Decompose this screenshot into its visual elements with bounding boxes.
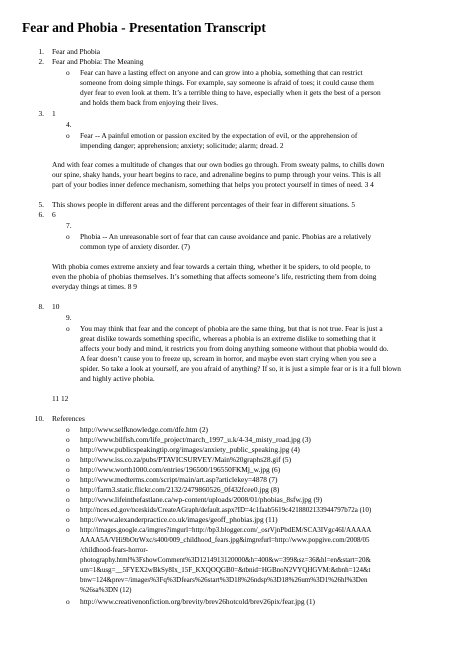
reference-link[interactable]: http://www.lifeinthefastlane.ca/wp-content/uploads/2008/01/phobias_8sfw.jpg (9) xyxy=(80,495,323,504)
bullet-marker: o xyxy=(66,515,70,524)
reference-link[interactable]: http://www.selfknowledge.com/dfe.htm (2) xyxy=(80,425,209,434)
bullet-marker: o xyxy=(66,435,70,444)
paragraph-line: 11 12 xyxy=(52,394,69,403)
reference-link-continued[interactable]: %26sa%3DN (12) xyxy=(80,586,132,594)
list-number: 9. xyxy=(66,313,72,322)
references-heading: References xyxy=(52,414,85,423)
reference-link[interactable]: http://www.bilfish.com/life_project/march_1997_u.k/4-34_misty_road.jpg (3) xyxy=(80,435,311,444)
paragraph-line: our spine, shaky hands, your heart begins to race, and adrenaline begins to pump through your veins. This is all xyxy=(52,170,381,179)
bullet-marker: o xyxy=(66,455,70,464)
paragraph-line: common type of anxiety disorder. (7) xyxy=(80,242,191,251)
bullet-marker: o xyxy=(66,425,70,434)
paragraph-line: impending danger; apprehension; anxiety; solicitude; alarm; dread. 2 xyxy=(80,141,284,150)
paragraph-line: Fear -- A painful emotion or passion excited by the expectation of evil, or the apprehension of xyxy=(80,131,358,140)
reference-link[interactable]: http://www.iss.co.za/pubs/PTAVICSURVEY/Main%20graphs28.gif (5) xyxy=(80,455,292,464)
list-item: 10 xyxy=(52,302,60,311)
reference-link-continued[interactable]: um=1&usg=__5FYEX2wBkSy8Ix_15F_KXQOQGB0=&tbnid=HGBnoN2VYQHGVM:&tbnh=124&t xyxy=(80,566,371,574)
paragraph-line: part of your bodies inner defence mechanism, something that helps you protect yourself in times of need. 3 4 xyxy=(52,180,374,189)
list-number: 4. xyxy=(66,120,72,129)
list-number: 5. xyxy=(38,200,44,209)
bullet-marker: o xyxy=(66,495,70,504)
paragraph-line: spider. So take a look at yourself, are you afraid of anything? If so, it is just a simple fear or is it a full blown xyxy=(80,364,402,373)
reference-link[interactable]: http://images.google.ca/imgres?imgurl=http://bp3.blogger.com/_osrVjnPbdEM/SCA3IVgc46I/AAAAA xyxy=(80,526,372,534)
paragraph-line: A fear doesn’t cause you to freeze up, scream in horror, and maybe even start crying when you see a xyxy=(80,354,377,363)
reference-link-continued[interactable]: photography.html%3FshowComment%3D1214913120000&h=400&w=399&sz=36&hl=en&start=20& xyxy=(80,556,371,564)
list-item: Fear and Phobia xyxy=(52,47,101,56)
paragraph-line: And with fear comes a multitude of changes that our own bodies go through. From sweaty palms, to chills down xyxy=(52,160,385,169)
paragraph-line: affects your body and mind, it restricts you from doing anything someone without that phobia would do. xyxy=(80,344,389,353)
bullet-marker: o xyxy=(66,485,70,494)
bullet-marker: o xyxy=(66,525,70,534)
bullet-marker: o xyxy=(66,597,70,606)
paragraph-line: and highly active phobia. xyxy=(80,374,155,383)
reference-link[interactable]: http://www.medterms.com/script/main/art.asp?articlekey=4878 (7) xyxy=(80,475,278,484)
reference-link[interactable]: http://www.creativenonfiction.org/brevity/brev26hotcold/brev26pix/fear.jpg (1) xyxy=(80,597,316,606)
bullet-marker: o xyxy=(66,465,70,474)
reference-link[interactable]: http://www.worth1000.com/entries/196500/196550FKMj_w.jpg (6) xyxy=(80,465,281,474)
reference-link-continued[interactable]: AAAA5A/VHi9bOtrWxc/s400/009_childhood_fears.jpg&imgrefurl=http://www.popgive.com/2008/05 xyxy=(80,536,370,544)
paragraph-line: Phobia -- An unreasonable sort of fear that can cause avoidance and panic. Phobias are a relatively xyxy=(80,232,372,241)
bullet-marker: o xyxy=(66,324,70,333)
paragraph-line: someone from doing simple things. For example, say someone is afraid of toes; it could cause them xyxy=(80,78,374,87)
page-title: Fear and Phobia - Presentation Transcript xyxy=(22,20,266,35)
paragraph-line: You may think that fear and the concept of phobia are the same thing, but that is not true. Fear is just a xyxy=(80,324,383,333)
paragraph-line: even the phobia of phobias themselves. It’s something that affects someone’s life, restricting them from doing xyxy=(52,272,377,281)
reference-link-continued[interactable]: bnw=124&prev=/images%3Fq%3Dfears%26start%3D18%26ndsp%3D18%26um%3D1%26hl%3Den xyxy=(80,576,368,584)
list-number: 2. xyxy=(38,57,44,66)
paragraph-line: great dislike towards something specific, whereas a phobia is an extreme dislike to something that it xyxy=(80,334,376,343)
reference-link-continued[interactable]: /childhood-fears-horror- xyxy=(80,546,148,554)
list-item: This shows people in different areas and the different percentages of their fear in different situations. 5 xyxy=(52,200,356,209)
list-item: 6 xyxy=(52,210,56,219)
bullet-marker: o xyxy=(66,131,70,140)
bullet-marker: o xyxy=(66,445,70,454)
list-number: 10. xyxy=(34,414,44,423)
list-number: 3. xyxy=(38,109,44,118)
list-number: 6. xyxy=(38,210,44,219)
list-number: 8. xyxy=(38,302,44,311)
paragraph-line: everyday things at times. 8 9 xyxy=(52,282,137,291)
bullet-marker: o xyxy=(66,232,70,241)
list-item: Fear and Phobia: The Meaning xyxy=(52,57,144,66)
paragraph-line: With phobia comes extreme anxiety and fear towards a certain thing, whether it be spiders, to old people, to xyxy=(52,262,371,271)
list-number: 7. xyxy=(66,221,72,230)
paragraph-line: and holds them back from enjoying their lives. xyxy=(80,98,218,107)
reference-link[interactable]: http://www.publicspeakingtip.org/images/anxiety_public_speaking.jpg (4) xyxy=(80,445,300,454)
paragraph-line: dyer fear to even look at them. It’s a terrible thing to have, especially when it gets the best of a person xyxy=(80,88,381,97)
list-item: 1 xyxy=(52,109,56,118)
bullet-marker: o xyxy=(66,68,70,77)
bullet-marker: o xyxy=(66,475,70,484)
paragraph-line: Fear can have a lasting effect on anyone and can grow into a phobia, something that can restrict xyxy=(80,68,363,77)
reference-link[interactable]: http://www.alexanderpractice.co.uk/images/geoff_phobias.jpg (11) xyxy=(80,515,278,524)
reference-link[interactable]: http://farm3.static.flickr.com/2132/2479860526_0f432fcee0.jpg (8) xyxy=(80,485,280,494)
list-number: 1. xyxy=(38,47,44,56)
reference-link[interactable]: http://nces.ed.gov/nceskids/CreateAGraph/default.aspx?ID=4c1faab5619c4218802133944797b72a (10) xyxy=(80,506,372,514)
bullet-marker: o xyxy=(66,505,70,514)
